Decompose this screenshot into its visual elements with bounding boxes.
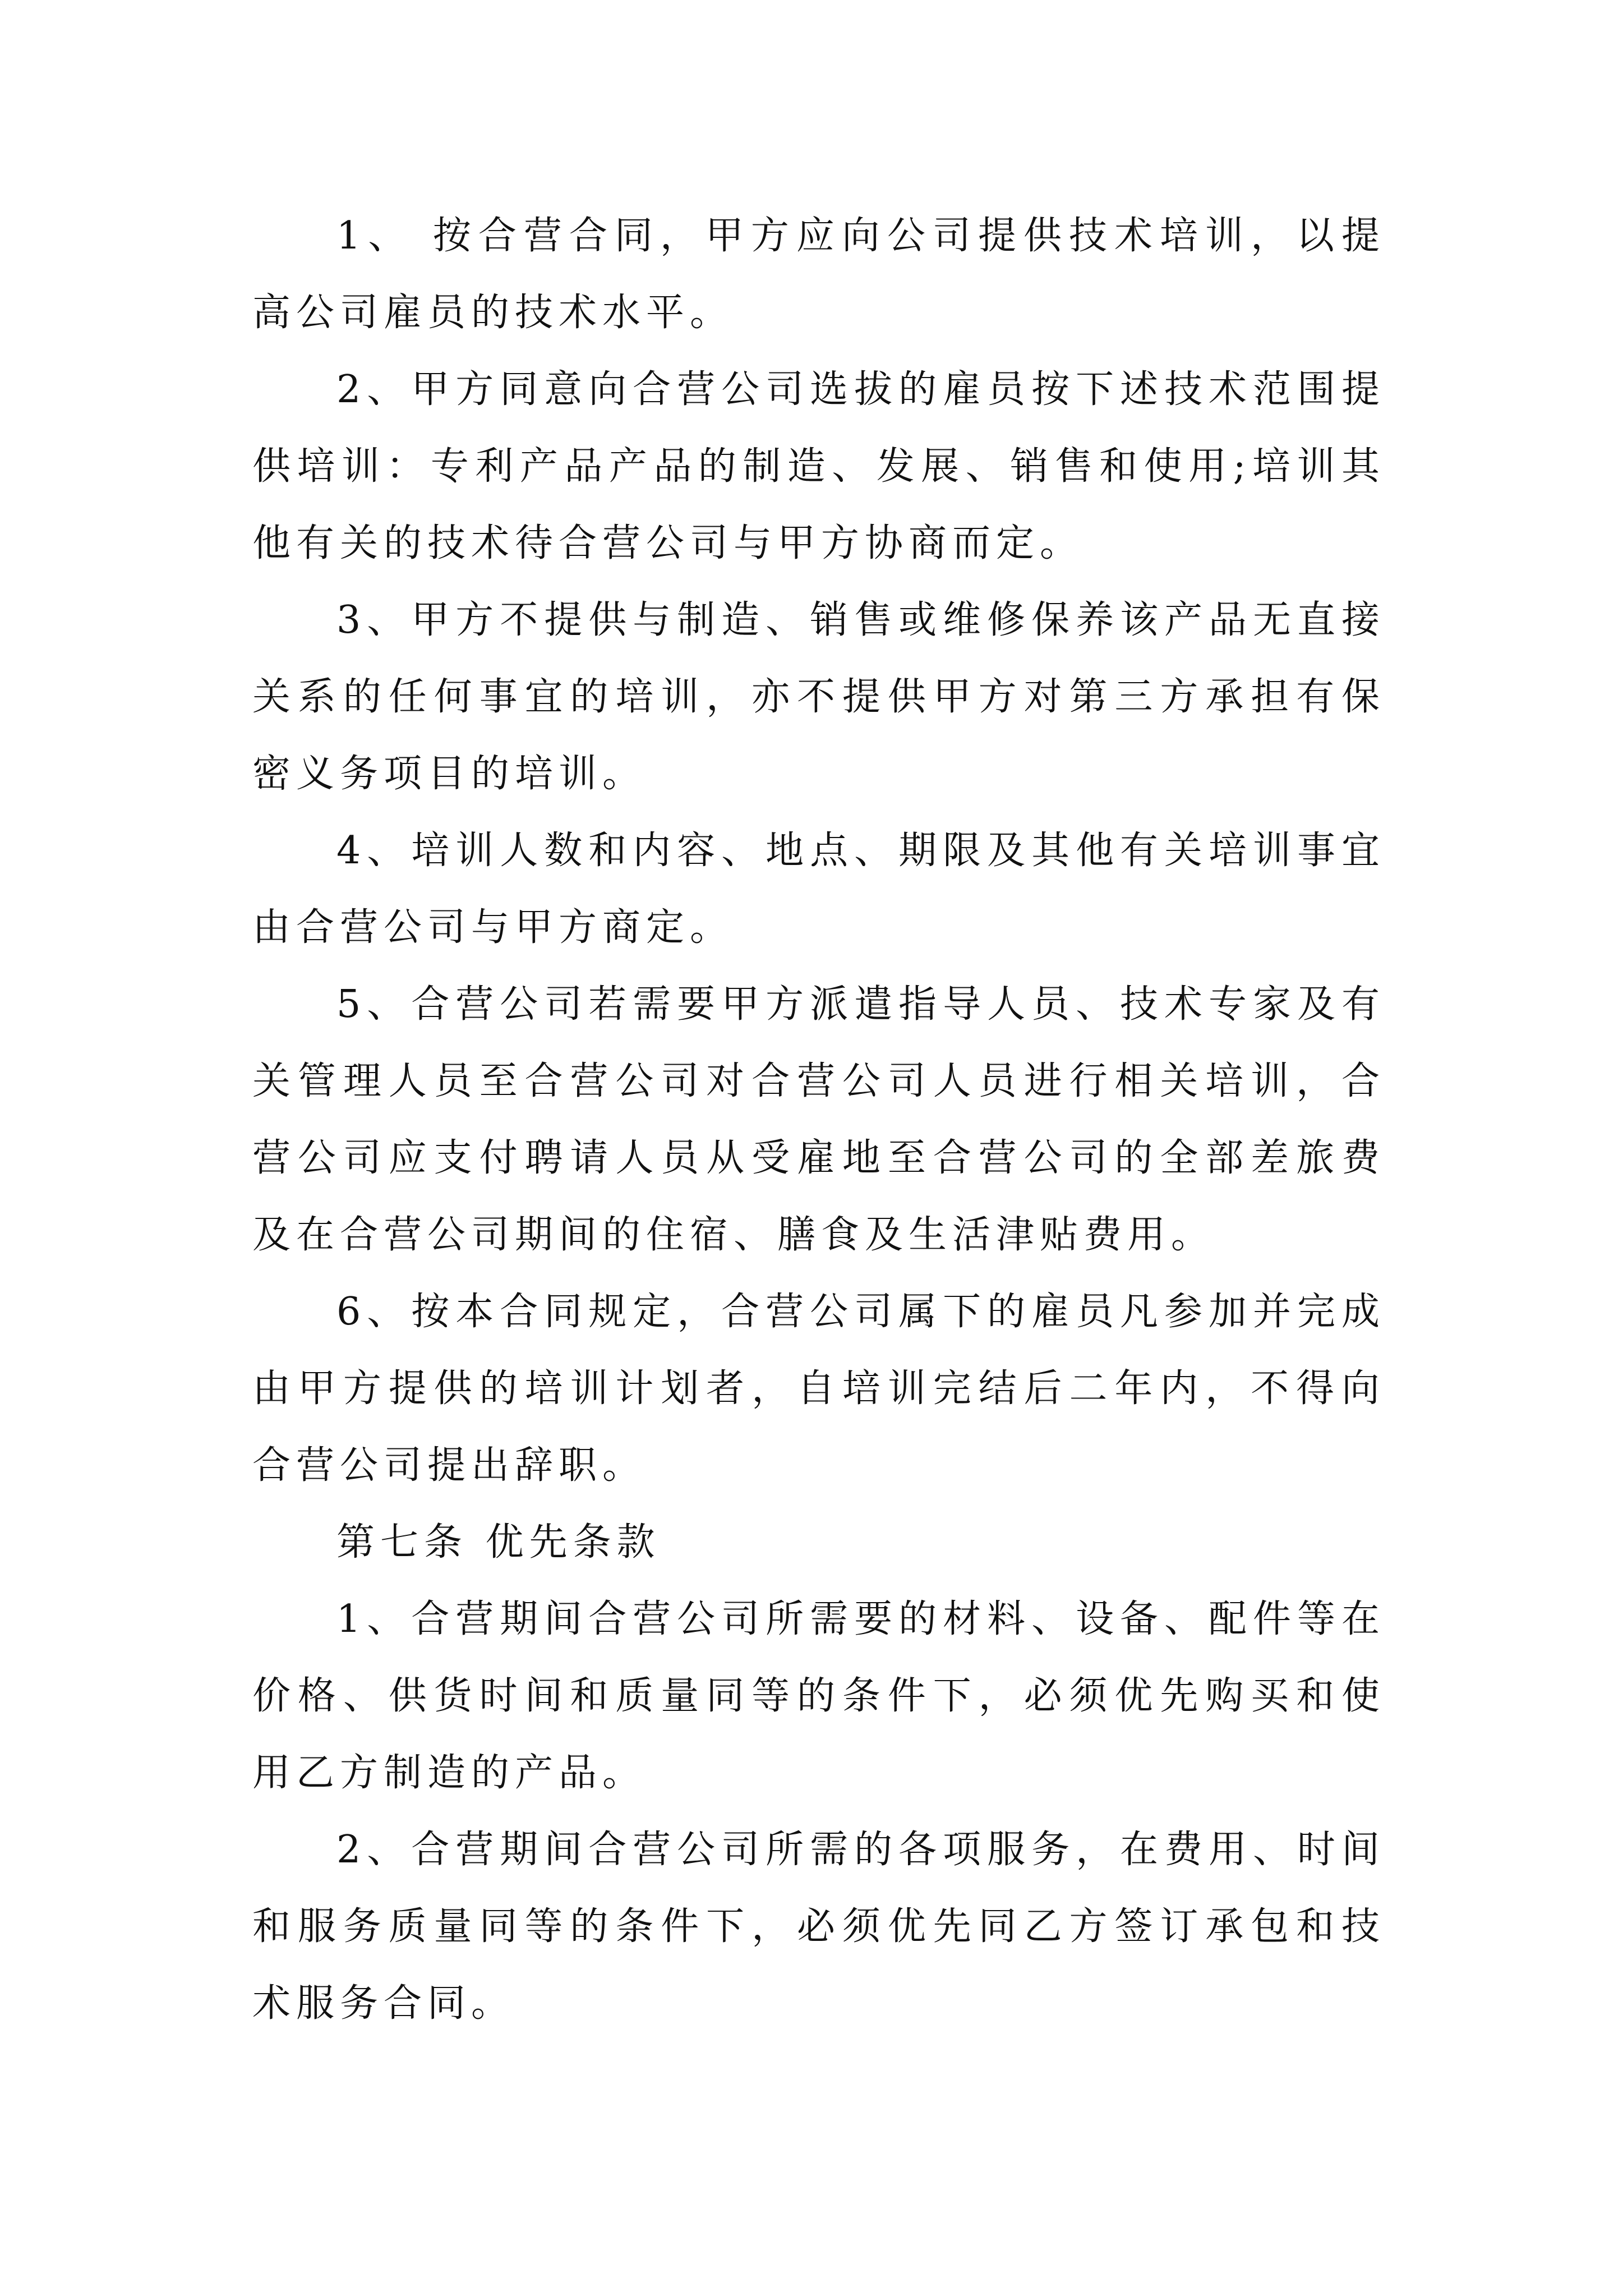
paragraph-priority-1: 1、合营期间合营公司所需要的材料、设备、配件等在价格、供货时间和质量同等的条件下，必须优先购买和使用乙方制造的产品。 bbox=[252, 1597, 1385, 1795]
paragraph-priority-2: 2、合营期间合营公司所需的各项服务，在费用、时间和服务质量同等的条件下，必须优先同乙方签订承包和技术服务合同。 bbox=[252, 1828, 1385, 2026]
paragraph-training-6: 6、按本合同规定，合营公司属下的雇员凡参加并完成由甲方提供的培训计划者，自培训完结后二年内，不得向合营公司提出辞职。 bbox=[252, 1290, 1385, 1488]
paragraph-training-4: 4、培训人数和内容、地点、期限及其他有关培训事宜由合营公司与甲方商定。 bbox=[252, 829, 1385, 950]
paragraph-training-3: 3、甲方不提供与制造、销售或维修保养该产品无直接关系的任何事宜的培训，亦不提供甲方对第三方承担有保密义务项目的培训。 bbox=[252, 598, 1385, 796]
paragraph-training-1: 1、 按合营合同，甲方应向公司提供技术培训，以提高公司雇员的技术水平。 bbox=[252, 214, 1385, 335]
section-heading: 第七条 优先条款 bbox=[336, 1520, 661, 1565]
document-body bbox=[252, 197, 1385, 2042]
paragraph-training-5: 5、合营公司若需要甲方派遣指导人员、技术专家及有关管理人员至合营公司对合营公司人员进行相关培训，合营公司应支付聘请人员从受雇地至合营公司的全部差旅费及在合营公司期间的住宿、膳食及生活津贴费用。 bbox=[252, 982, 1385, 1257]
paragraph-training-2: 2、甲方同意向合营公司选拔的雇员按下述技术范围提供培训：专利产品产品的制造、发展、销售和使用;培训其他有关的技术待合营公司与甲方协商而定。 bbox=[252, 367, 1385, 565]
